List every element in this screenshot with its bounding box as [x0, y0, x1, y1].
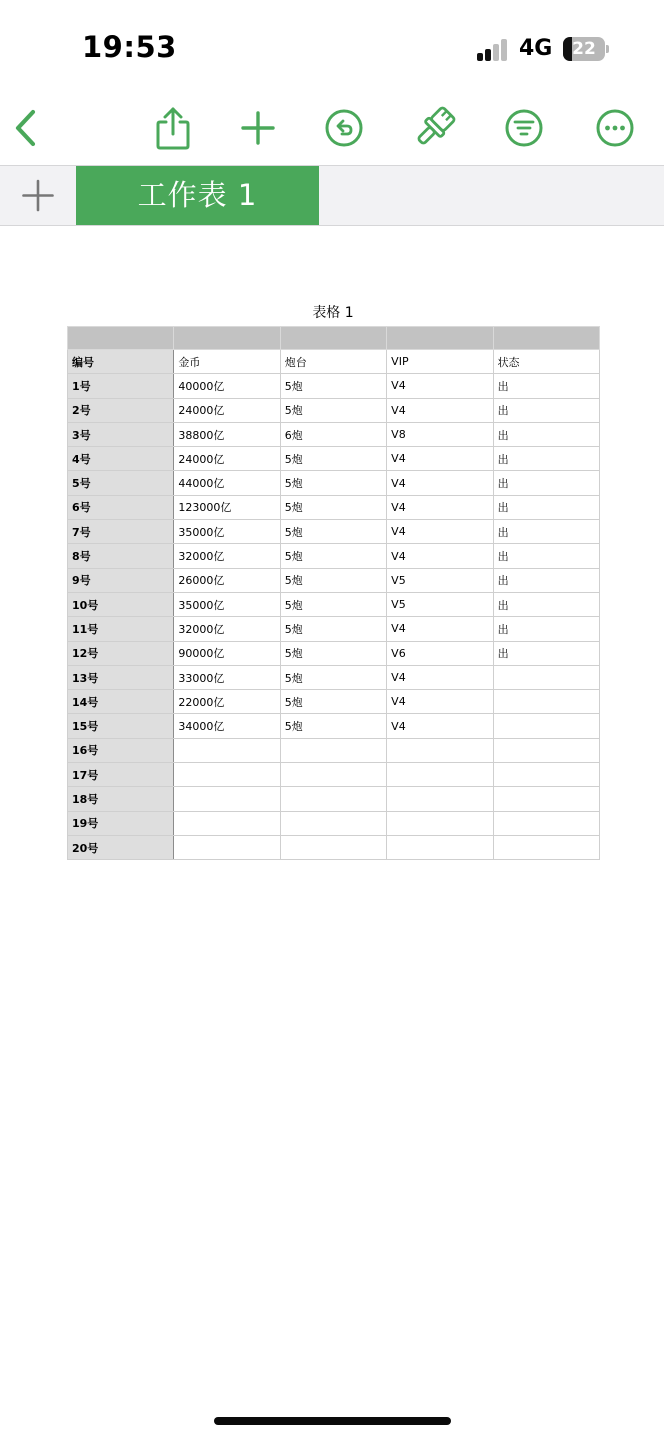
- table-cell[interactable]: 24000亿: [174, 447, 280, 471]
- header-band-cell[interactable]: [174, 327, 280, 350]
- table-cell[interactable]: 44000亿: [174, 471, 280, 495]
- table-row: [68, 398, 600, 422]
- row-header-cell[interactable]: 12号: [68, 641, 174, 665]
- table-cell[interactable]: 出: [493, 617, 599, 641]
- row-header-cell[interactable]: 19号: [68, 811, 174, 835]
- row-header-cell[interactable]: 8号: [68, 544, 174, 568]
- table-cell[interactable]: 5炮: [280, 617, 386, 641]
- table-cell[interactable]: [280, 835, 386, 859]
- table-cell[interactable]: 5炮: [280, 471, 386, 495]
- share-button[interactable]: [149, 104, 197, 152]
- table-cell[interactable]: 22000亿: [174, 690, 280, 714]
- table-cell[interactable]: 出: [493, 544, 599, 568]
- header-band-row: [68, 327, 600, 350]
- table-cell[interactable]: V4: [387, 714, 493, 738]
- column-header-cell[interactable]: 炮台: [280, 350, 386, 374]
- table-cell[interactable]: [174, 738, 280, 762]
- column-header-cell[interactable]: 金币: [174, 350, 280, 374]
- table-cell[interactable]: 5炮: [280, 520, 386, 544]
- table-cell[interactable]: 出: [493, 374, 599, 398]
- row-header-cell[interactable]: 1号: [68, 374, 174, 398]
- table-cell[interactable]: 26000亿: [174, 568, 280, 592]
- table-cell[interactable]: 33000亿: [174, 665, 280, 689]
- table-cell[interactable]: [174, 835, 280, 859]
- table-cell[interactable]: [387, 738, 493, 762]
- more-icon: [591, 104, 639, 152]
- battery-tip: [606, 45, 609, 53]
- table-cell[interactable]: V4: [387, 617, 493, 641]
- table-cell[interactable]: V4: [387, 447, 493, 471]
- table-cell[interactable]: 出: [493, 447, 599, 471]
- table-cell[interactable]: V5: [387, 568, 493, 592]
- undo-button[interactable]: [320, 104, 368, 152]
- table-cell[interactable]: V8: [387, 422, 493, 446]
- table-cell[interactable]: [387, 763, 493, 787]
- table-cell[interactable]: [387, 811, 493, 835]
- table-cell[interactable]: 5炮: [280, 690, 386, 714]
- table-cell[interactable]: 5炮: [280, 495, 386, 519]
- table-row: [68, 568, 600, 592]
- table-cell[interactable]: [493, 763, 599, 787]
- more-button[interactable]: [591, 104, 639, 152]
- table-cell[interactable]: 34000亿: [174, 714, 280, 738]
- row-header-cell[interactable]: 7号: [68, 520, 174, 544]
- table-cell[interactable]: [493, 690, 599, 714]
- table-cell[interactable]: 6炮: [280, 422, 386, 446]
- add-sheet-button[interactable]: [0, 166, 76, 225]
- table-cell[interactable]: 40000亿: [174, 374, 280, 398]
- battery-level: 22: [572, 39, 596, 59]
- table-cell[interactable]: [493, 665, 599, 689]
- table-cell[interactable]: 38800亿: [174, 422, 280, 446]
- table-row: [68, 592, 600, 616]
- row-header-cell[interactable]: 18号: [68, 787, 174, 811]
- home-indicator[interactable]: [214, 1417, 451, 1425]
- row-header-cell[interactable]: 5号: [68, 471, 174, 495]
- back-button[interactable]: [2, 104, 50, 152]
- header-band-cell[interactable]: [387, 327, 493, 350]
- table-cell[interactable]: 35000亿: [174, 592, 280, 616]
- table-cell[interactable]: [174, 787, 280, 811]
- row-header-cell[interactable]: 17号: [68, 763, 174, 787]
- table-cell[interactable]: 32000亿: [174, 544, 280, 568]
- table-cell[interactable]: 5炮: [280, 544, 386, 568]
- table-row: [68, 763, 600, 787]
- table-cell[interactable]: [493, 787, 599, 811]
- table-row: [68, 520, 600, 544]
- share-icon: [149, 104, 197, 152]
- table-cell[interactable]: [280, 787, 386, 811]
- row-header-cell[interactable]: 20号: [68, 835, 174, 859]
- table-cell[interactable]: 出: [493, 495, 599, 519]
- table-row: [68, 641, 600, 665]
- row-header-cell[interactable]: 13号: [68, 665, 174, 689]
- plus-icon: [0, 166, 76, 225]
- table-cell[interactable]: [280, 811, 386, 835]
- table-cell[interactable]: 5炮: [280, 592, 386, 616]
- row-header-cell[interactable]: 6号: [68, 495, 174, 519]
- table-row: [68, 738, 600, 762]
- column-header-row: [68, 350, 600, 374]
- table-cell[interactable]: 90000亿: [174, 641, 280, 665]
- table-cell[interactable]: V4: [387, 471, 493, 495]
- table-cell[interactable]: 35000亿: [174, 520, 280, 544]
- status-time: 19:53: [82, 30, 177, 64]
- table-row: [68, 471, 600, 495]
- plus-icon: [234, 104, 282, 152]
- filter-icon: [500, 104, 548, 152]
- table-cell[interactable]: V4: [387, 665, 493, 689]
- sheet-tab-bar: [0, 165, 664, 226]
- table-cell[interactable]: 32000亿: [174, 617, 280, 641]
- table-cell[interactable]: [493, 835, 599, 859]
- table-row: [68, 787, 600, 811]
- undo-icon: [320, 104, 368, 152]
- column-header-cell[interactable]: 状态: [493, 350, 599, 374]
- table-cell[interactable]: [493, 714, 599, 738]
- row-header-cell[interactable]: 14号: [68, 690, 174, 714]
- table-row: [68, 374, 600, 398]
- table-cell[interactable]: [387, 835, 493, 859]
- table-row: [68, 665, 600, 689]
- toolbar: [0, 96, 664, 164]
- row-header-cell[interactable]: 3号: [68, 422, 174, 446]
- table-row: [68, 811, 600, 835]
- table-cell[interactable]: 5炮: [280, 568, 386, 592]
- table-row: [68, 422, 600, 446]
- table-cell[interactable]: 123000亿: [174, 495, 280, 519]
- table-cell[interactable]: 出: [493, 422, 599, 446]
- table-cell[interactable]: 5炮: [280, 714, 386, 738]
- table-cell[interactable]: 24000亿: [174, 398, 280, 422]
- table-cell[interactable]: V5: [387, 592, 493, 616]
- table-cell[interactable]: V4: [387, 520, 493, 544]
- column-header-cell[interactable]: VIP: [387, 350, 493, 374]
- table-title: 表格 1: [312, 305, 354, 321]
- column-header-cell[interactable]: 编号: [68, 350, 174, 374]
- data-table[interactable]: [67, 326, 600, 860]
- table-cell[interactable]: V4: [387, 495, 493, 519]
- table-row: [68, 690, 600, 714]
- table-row: [68, 835, 600, 859]
- table-cell[interactable]: 出: [493, 398, 599, 422]
- table-cell[interactable]: [387, 787, 493, 811]
- table-cell[interactable]: V6: [387, 641, 493, 665]
- table-cell[interactable]: [493, 811, 599, 835]
- header-band-cell[interactable]: [493, 327, 599, 350]
- table-cell[interactable]: 5炮: [280, 641, 386, 665]
- network-type: 4G: [519, 36, 553, 61]
- table-cell[interactable]: 出: [493, 520, 599, 544]
- table-cell[interactable]: [280, 763, 386, 787]
- add-button[interactable]: [234, 104, 282, 152]
- row-header-cell[interactable]: 16号: [68, 738, 174, 762]
- table-cell[interactable]: V4: [387, 398, 493, 422]
- table-cell[interactable]: 出: [493, 641, 599, 665]
- table-cell[interactable]: [280, 738, 386, 762]
- row-header-cell[interactable]: 11号: [68, 617, 174, 641]
- row-header-cell[interactable]: 2号: [68, 398, 174, 422]
- paintbrush-icon: [410, 104, 458, 152]
- filter-button[interactable]: [500, 104, 548, 152]
- table-cell[interactable]: V4: [387, 374, 493, 398]
- tab-sheet-1[interactable]: 工作表 1: [76, 166, 319, 225]
- table-row: [68, 495, 600, 519]
- row-header-cell[interactable]: 4号: [68, 447, 174, 471]
- table-row: [68, 447, 600, 471]
- table-cell[interactable]: [174, 811, 280, 835]
- header-band-cell[interactable]: [68, 327, 174, 350]
- table-cell[interactable]: 5炮: [280, 447, 386, 471]
- table-row: [68, 544, 600, 568]
- format-button[interactable]: [410, 104, 458, 152]
- battery-icon: [563, 37, 605, 61]
- table-row: [68, 714, 600, 738]
- table-cell[interactable]: 出: [493, 568, 599, 592]
- row-header-cell[interactable]: 10号: [68, 592, 174, 616]
- cellular-signal-icon: [477, 39, 509, 61]
- table-cell[interactable]: 出: [493, 592, 599, 616]
- table-cell[interactable]: V4: [387, 544, 493, 568]
- table-cell[interactable]: [493, 738, 599, 762]
- table-cell[interactable]: 5炮: [280, 374, 386, 398]
- table-cell[interactable]: V4: [387, 690, 493, 714]
- table-cell[interactable]: [174, 763, 280, 787]
- table-cell[interactable]: 5炮: [280, 665, 386, 689]
- back-chevron-icon: [2, 104, 50, 152]
- header-band-cell[interactable]: [280, 327, 386, 350]
- row-header-cell[interactable]: 9号: [68, 568, 174, 592]
- table-cell[interactable]: 出: [493, 471, 599, 495]
- row-header-cell[interactable]: 15号: [68, 714, 174, 738]
- table-cell[interactable]: 5炮: [280, 398, 386, 422]
- table-row: [68, 617, 600, 641]
- status-bar: [0, 0, 664, 96]
